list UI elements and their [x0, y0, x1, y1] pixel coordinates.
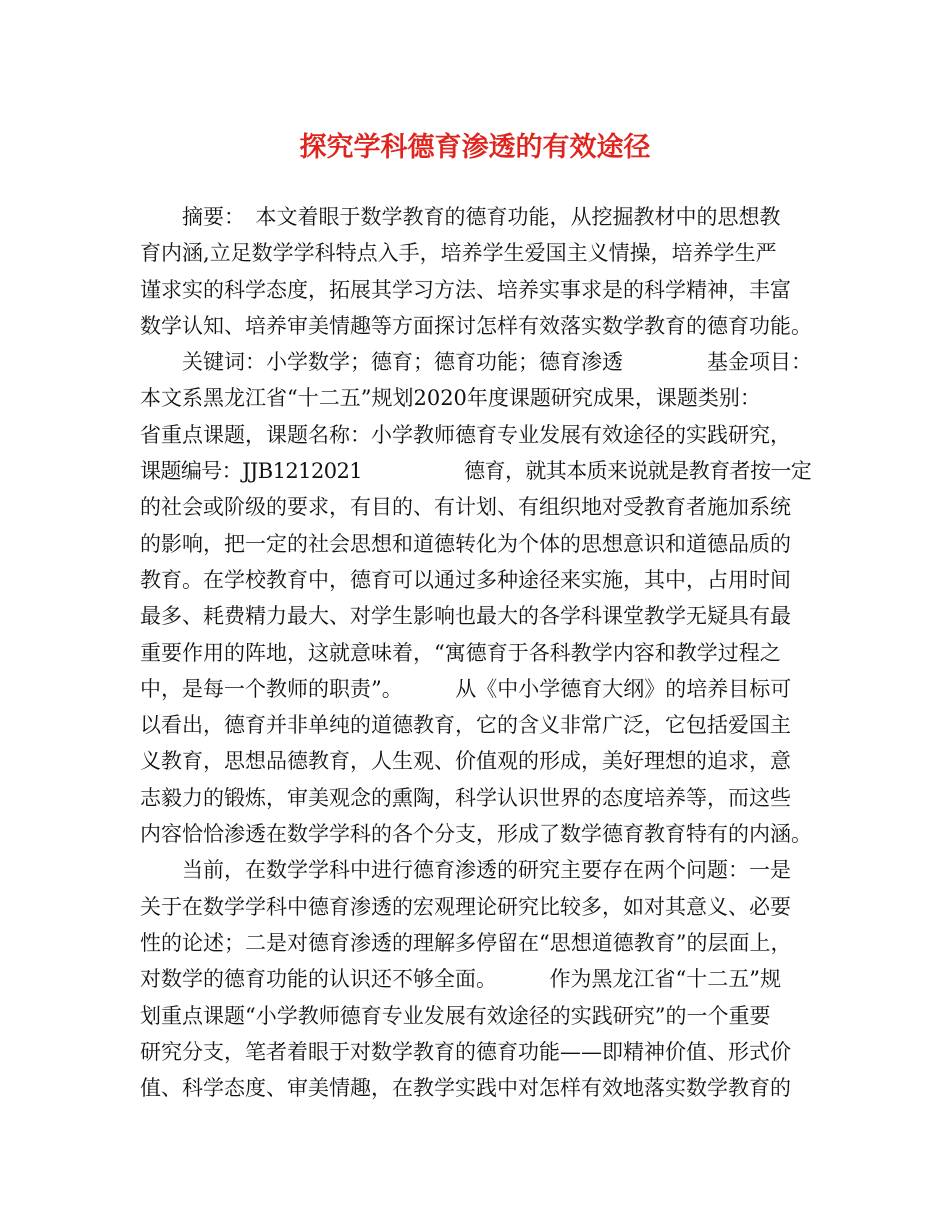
text-line: 最多、耗费精力最大、对学生影响也最大的各学科课堂教学无疑具有最 — [140, 604, 791, 629]
text-line: 育内涵,立足数学学科特点入手，培养学生爱国主义情操，培养学生严 — [140, 241, 777, 266]
text-line: 关于在数学学科中德育渗透的宏观理论研究比较多，如对其意义、必要 — [140, 894, 791, 919]
text-line: 摘要： 本文着眼于数学教育的德育功能，从挖掘教材中的思想教 — [140, 205, 781, 229]
text-line: 省重点课题，课题名称：小学教师德育专业发展有效途径的实践研究， — [140, 422, 791, 447]
text-line: 重要作用的阵地，这就意味着，“寓德育于各科教学内容和教学过程之 — [140, 640, 781, 665]
text-line: 教育。在学校教育中，德育可以通过多种途径来实施，其中，占用时间 — [140, 567, 791, 592]
text-line: 的社会或阶级的要求，有目的、有计划、有组织地对受教育者施加系统 — [140, 495, 791, 520]
text-line: 以看出，德育并非单纯的道德教育，它的含义非常广泛，它包括爱国主 — [140, 713, 791, 738]
text-line: 课题编号：JJB1212021 德育，就其本质来说就是教育者按一定 — [140, 459, 812, 484]
text-line: 数学认知、培养审美情趣等方面探讨怎样有效落实数学教育的德育功能。 — [140, 313, 812, 338]
text-line: 研究分支，笔者着眼于对数学教育的德育功能——即精神价值、形式价 — [140, 1039, 791, 1064]
text-line: 志毅力的锻炼，审美观念的熏陶，科学认识世界的态度培养等，而这些 — [140, 785, 791, 810]
text-line: 义教育，思想品德教育，人生观、价值观的形成，美好理想的追求，意 — [140, 749, 791, 774]
text-line: 谨求实的科学态度，拓展其学习方法、培养实事求是的科学精神，丰富 — [140, 277, 791, 302]
text-line: 值、科学态度、审美情趣，在教学实践中对怎样有效地落实数学教育的 — [140, 1076, 791, 1101]
text-line: 性的论述；二是对德育渗透的理解多停留在“思想道德教育”的层面上， — [140, 930, 792, 955]
text-line: 内容恰恰渗透在数学学科的各个分支，形成了数学德育教育特有的内涵。 — [140, 822, 812, 847]
text-line: 划重点课题“小学教师德育专业发展有效途径的实践研究”的一个重要 — [140, 1003, 771, 1028]
text-line: 对数学的德育功能的认识还不够全面。 作为黑龙江省“十二五”规 — [140, 967, 781, 992]
text-line: 当前，在数学学科中进行德育渗透的研究主要存在两个问题：一是 — [140, 858, 791, 883]
text-line: 关键词：小学数学；德育；德育功能；德育渗透 基金项目： — [140, 350, 812, 375]
document-title: 探究学科德育渗透的有效途径 — [299, 132, 651, 163]
text-line: 中，是每一个教师的职责”。 从《中小学德育大纲》的培养目标可 — [140, 676, 792, 701]
text-line: 的影响，把一定的社会思想和道德转化为个体的思想意识和道德品质的 — [140, 531, 791, 556]
text-line: 本文系黑龙江省“十二五”规划2020年度课题研究成果，课题类别： — [140, 386, 761, 411]
document-body — [140, 199, 812, 1106]
